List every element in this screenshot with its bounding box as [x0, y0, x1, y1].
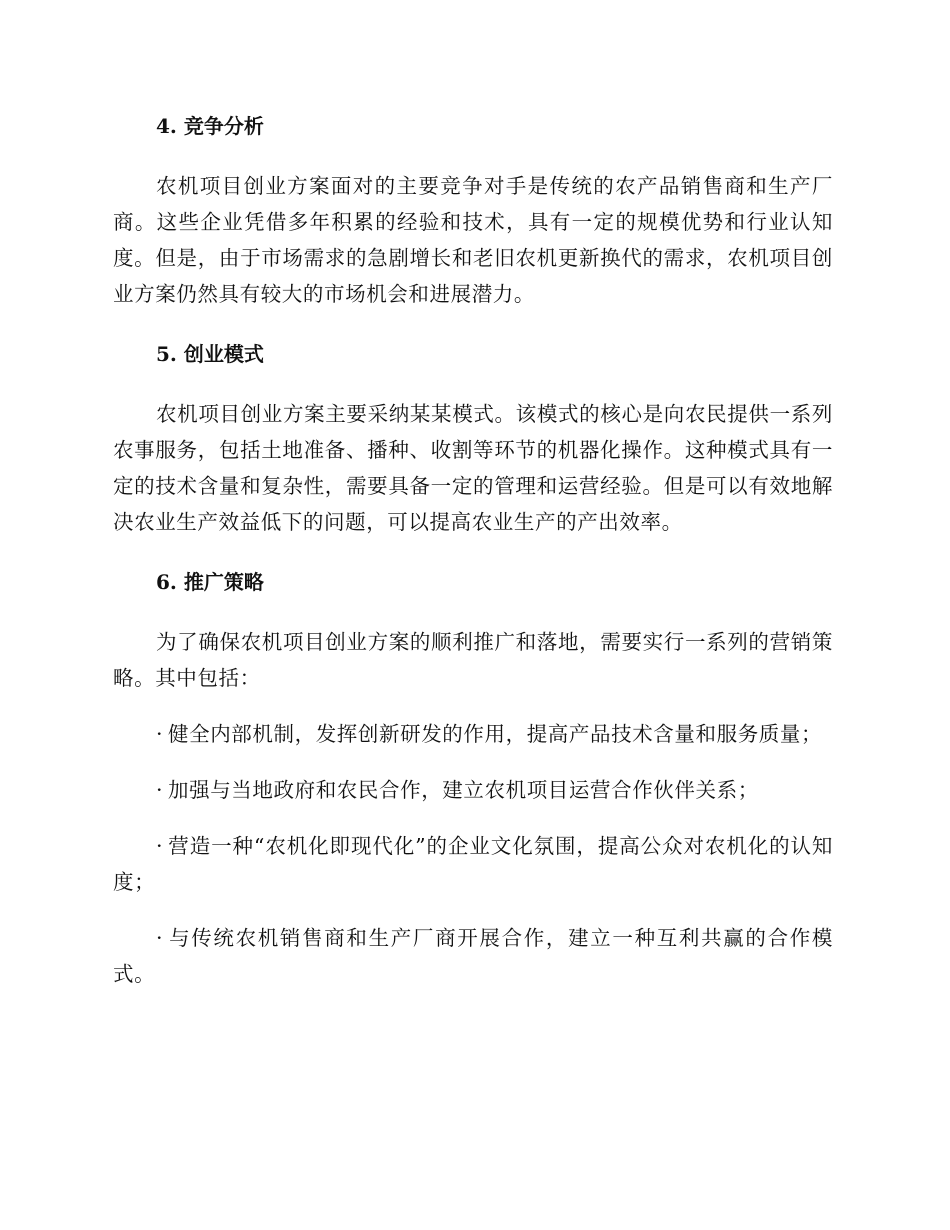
strategy-bullet-text: 加强与当地政府和农民合作，建立农机项目运营合作伙伴关系；: [168, 778, 759, 802]
strategy-bullet-item: [113, 772, 833, 808]
strategy-bullet-item: [113, 716, 833, 752]
document-body: [113, 108, 833, 992]
strategy-bullet-text: 与传统农机销售商和生产厂商开展合作，建立一种互利共赢的合作模式。: [113, 926, 833, 986]
bullet-dot-icon: ·: [156, 722, 164, 746]
bullet-dot-icon: ·: [156, 778, 164, 802]
bullet-dot-icon: ·: [156, 834, 164, 858]
section-heading-business-model: 5. 创业模式: [156, 342, 264, 366]
strategy-bullet-item: [113, 920, 833, 992]
section-heading-promotion: 6. 推广策略: [156, 570, 264, 594]
competition-paragraph: 农机项目创业方案面对的主要竞争对手是传统的农产品销售商和生产厂商。这些企业凭借多年积累的经验和技术，具有一定的规模优势和行业认知度。但是，由于市场需求的急剧增长和老旧农机更新换代的需求，农机项目创业方案仍然具有较大的市场机会和进展潜力。: [113, 174, 833, 306]
bullet-dot-icon: ·: [156, 926, 164, 950]
promotion-intro-paragraph: 为了确保农机项目创业方案的顺利推广和落地，需要实行一系列的营销策略。其中包括：: [113, 630, 833, 690]
strategy-bullet-item: [113, 828, 833, 900]
strategy-bullet-text: 健全内部机制，发挥创新研发的作用，提高产品技术含量和服务质量；: [168, 722, 823, 746]
business-model-paragraph: 农机项目创业方案主要采纳某某模式。该模式的核心是向农民提供一系列农事服务，包括土地准备、播种、收割等环节的机器化操作。这种模式具有一定的技术含量和复杂性，需要具备一定的管理和运营经验。但是可以有效地解决农业生产效益低下的问题，可以提高农业生产的产出效率。: [113, 402, 833, 534]
strategy-bullet-text: 营造一种“农机化即现代化”的企业文化氛围，提高公众对农机化的认知度；: [113, 834, 833, 894]
section-heading-competition: 4. 竞争分析: [156, 114, 264, 138]
